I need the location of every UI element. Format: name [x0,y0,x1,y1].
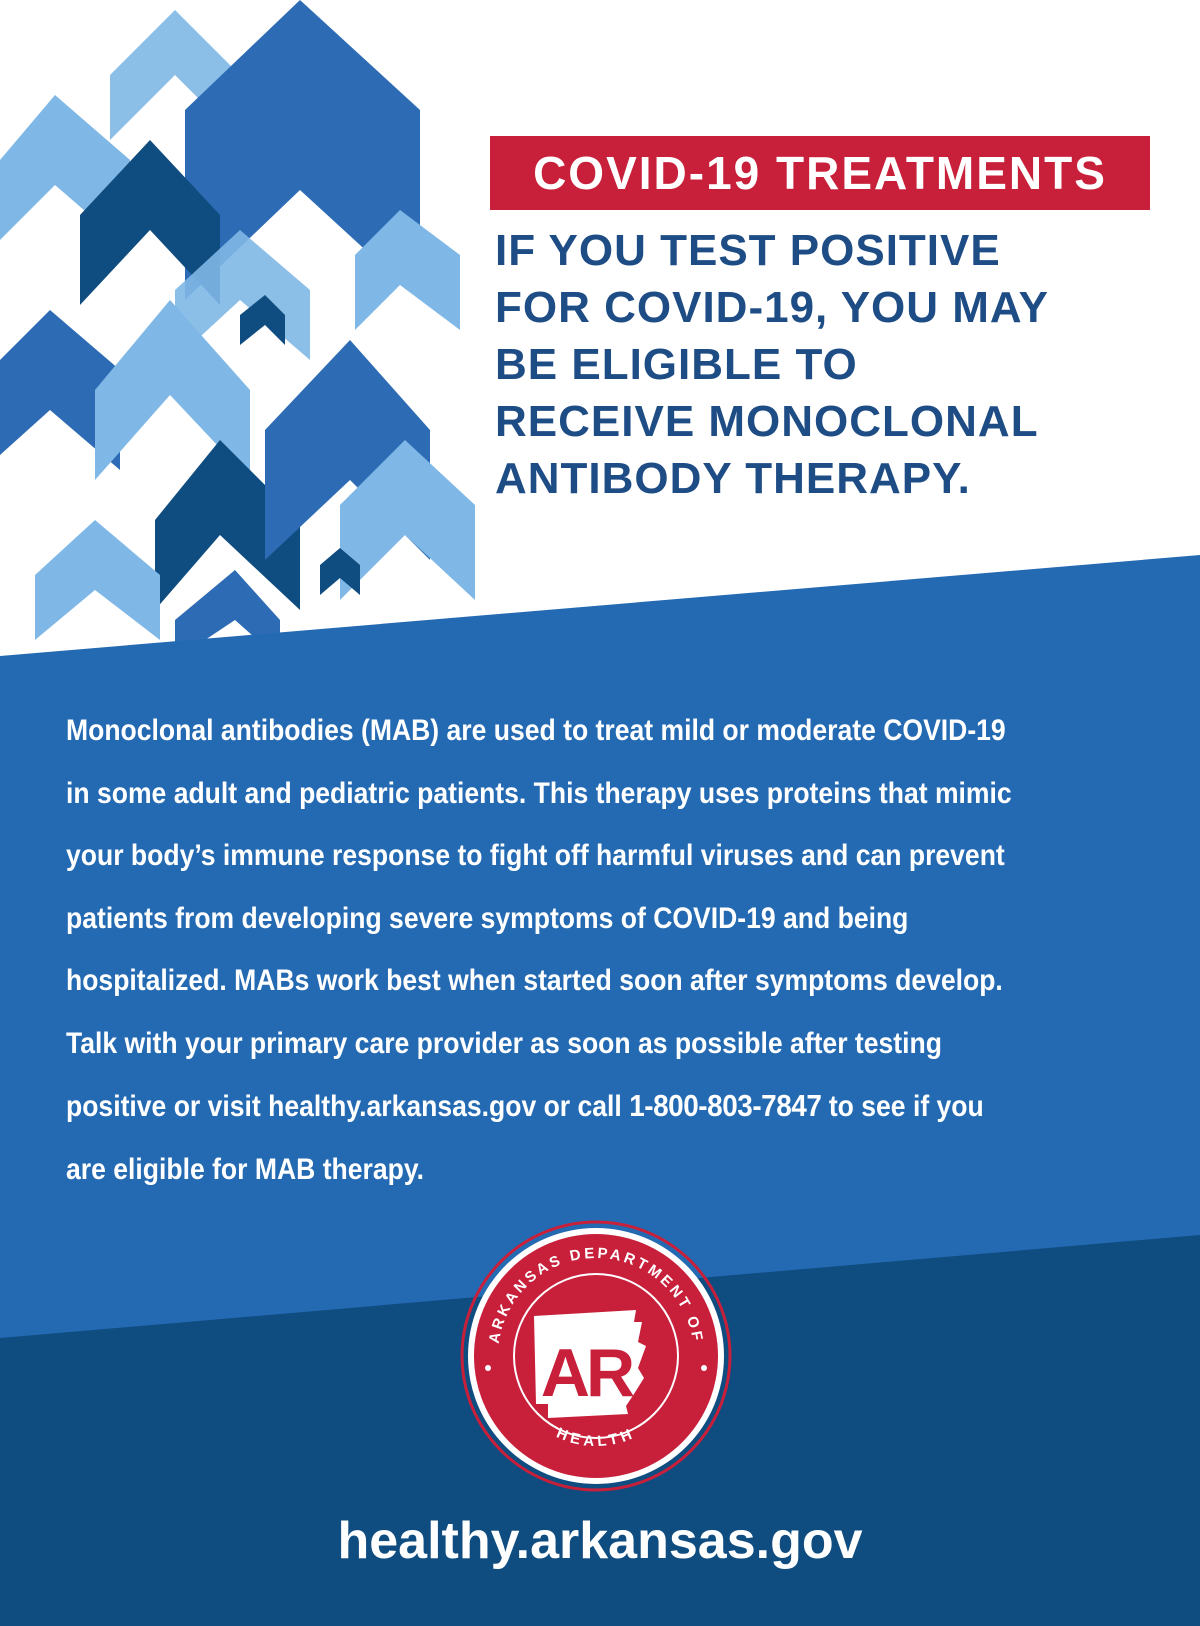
body-line: are eligible for MAB therapy. [66,1152,425,1186]
footer-website-link[interactable]: healthy.arkansas.gov [337,1512,863,1570]
body-line: Talk with your primary care provider as soon as possible after testing [66,1026,942,1060]
headline [495,222,1135,507]
arkansas-health-seal [458,1218,734,1494]
body-line: in some adult and pediatric patients. This therapy uses proteins that mimic [66,776,1012,810]
body-text: positive or visit healthy.arkansas.gov or call [66,1090,630,1123]
seal-top-text: ARKANSAS DEPARTMENT OF [485,1244,707,1345]
seal-bottom-text: HEALTH [553,1424,639,1451]
headline-line: ANTIBODY THERAPY. [495,454,971,503]
body-line [66,1075,1047,1139]
body-line: Monoclonal antibodies (MAB) are used to treat mild or moderate COVID-19 [66,714,1006,747]
body-line: patients from developing severe symptoms of COVID-19 and being [66,901,909,935]
body-text: to see if you [821,1090,984,1123]
ar-monogram: AR [540,1335,632,1411]
phone-number: 1-800-803-7847 [629,1088,822,1123]
arrow-pattern [0,0,475,660]
body-line: hospitalized. MABs work best when started soon after symptoms develop. [66,964,1003,997]
body-paragraph [66,700,1047,1201]
headline-line: IF YOU TEST POSITIVE [495,226,1001,275]
headline-line: FOR COVID-19, YOU MAY [495,283,1050,332]
body-line: your body’s immune response to fight off harmful viruses and can prevent [66,839,1005,872]
headline-line: BE ELIGIBLE TO [495,340,858,389]
title-badge: COVID-19 TREATMENTS [490,136,1150,210]
headline-line: RECEIVE MONOCLONAL [495,397,1039,446]
